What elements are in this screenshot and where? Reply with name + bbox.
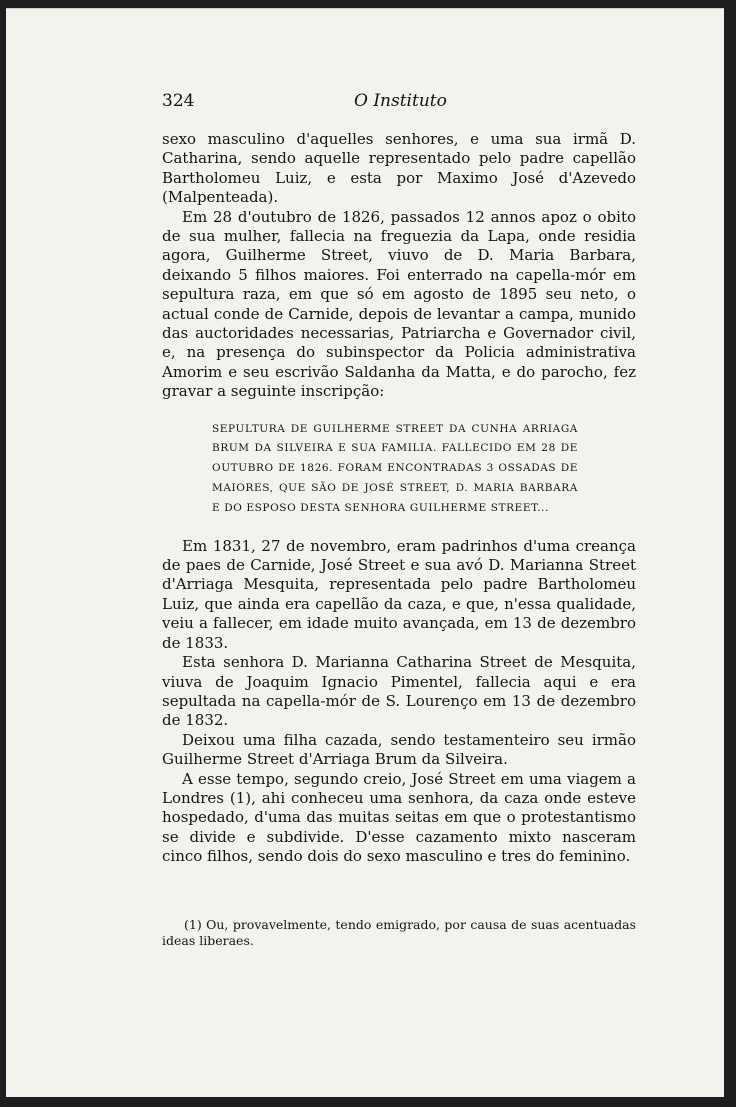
paragraph: Esta senhora D. Marianna Catharina Street de Mesquita, viuva de Joaquim Ignacio Pimentel, fallecia aqui e era sepultada na capella-mór de S. Lourenço em 13 de dezembro de 1832.	[162, 653, 636, 730]
body-text	[162, 130, 636, 867]
paragraph: Deixou uma filha cazada, sendo testamenteiro seu irmão Guilherme Street d'Arriaga Brum da Silveira.	[162, 730, 636, 769]
running-title: O Instituto	[354, 91, 447, 111]
page-number: 324	[162, 91, 195, 111]
footnote: (1) Ou, provavelmente, tendo emigrado, por causa de suas acentuadas ideas liberaes.	[162, 917, 636, 948]
paragraph: A esse tempo, segundo creio, José Street em uma viagem a Londres (1), ahi conheceu uma senhora, da caza onde esteve hospedado, d'uma das muitas seitas em que o protestantismo se divide e subdivide. D'esse cazamento mixto nasceram cinco filhos, sendo dois do sexo masculino e tres do feminino.	[162, 769, 636, 866]
paragraph: Em 1831, 27 de novembro, eram padrinhos d'uma creança de paes de Carnide, José Street e sua avó D. Marianna Street d'Arriaga Mesquita, representada pelo padre Bartholomeu Luiz, que ainda era capellão da caza, e que, n'essa qualidade, veiu a fallecer, em idade muito avançada, em 13 de dezembro de 1833.	[162, 536, 636, 652]
paragraph-continuation: sexo masculino d'aquelles senhores, e uma sua irmã D. Catharina, sendo aquelle representado pelo padre capellão Bartholomeu Luiz, e esta por Maximo José d'Azevedo (Malpenteada).	[162, 130, 636, 207]
paragraph: Em 28 d'outubro de 1826, passados 12 annos apoz o obito de sua mulher, fallecia na freguezia da Lapa, onde residia agora, Guilherme Street, viuvo de D. Maria Barbara, deixando 5 filhos maiores. Foi enterrado na capella-mór em sepultura raza, em que só em agosto de 1895 seu neto, o actual conde de Carnide, depois de levantar a campa, munido das auctoridades necessarias, Patriarcha e Governador civil, e, na presença do subinspector da Policia administrativa Amorim e seu escrivão Saldanha da Matta, e do parocho, fez gravar a seguinte inscripção:	[162, 207, 636, 401]
tomb-inscription: SEPULTURA DE GUILHERME STREET DA CUNHA ARRIAGA BRUM DA SILVEIRA E SUA FAMILIA. FALLECIDO EM 28 DE OUTUBRO DE 1826. FORAM ENCONTRADAS 3 OSSADAS DE MAIORES, QUE SÃO DE JOSÉ STREET, D. MARIA BARBARA E DO ESPOSO DESTA SENHORA GUILHERME STREET...	[212, 422, 578, 514]
